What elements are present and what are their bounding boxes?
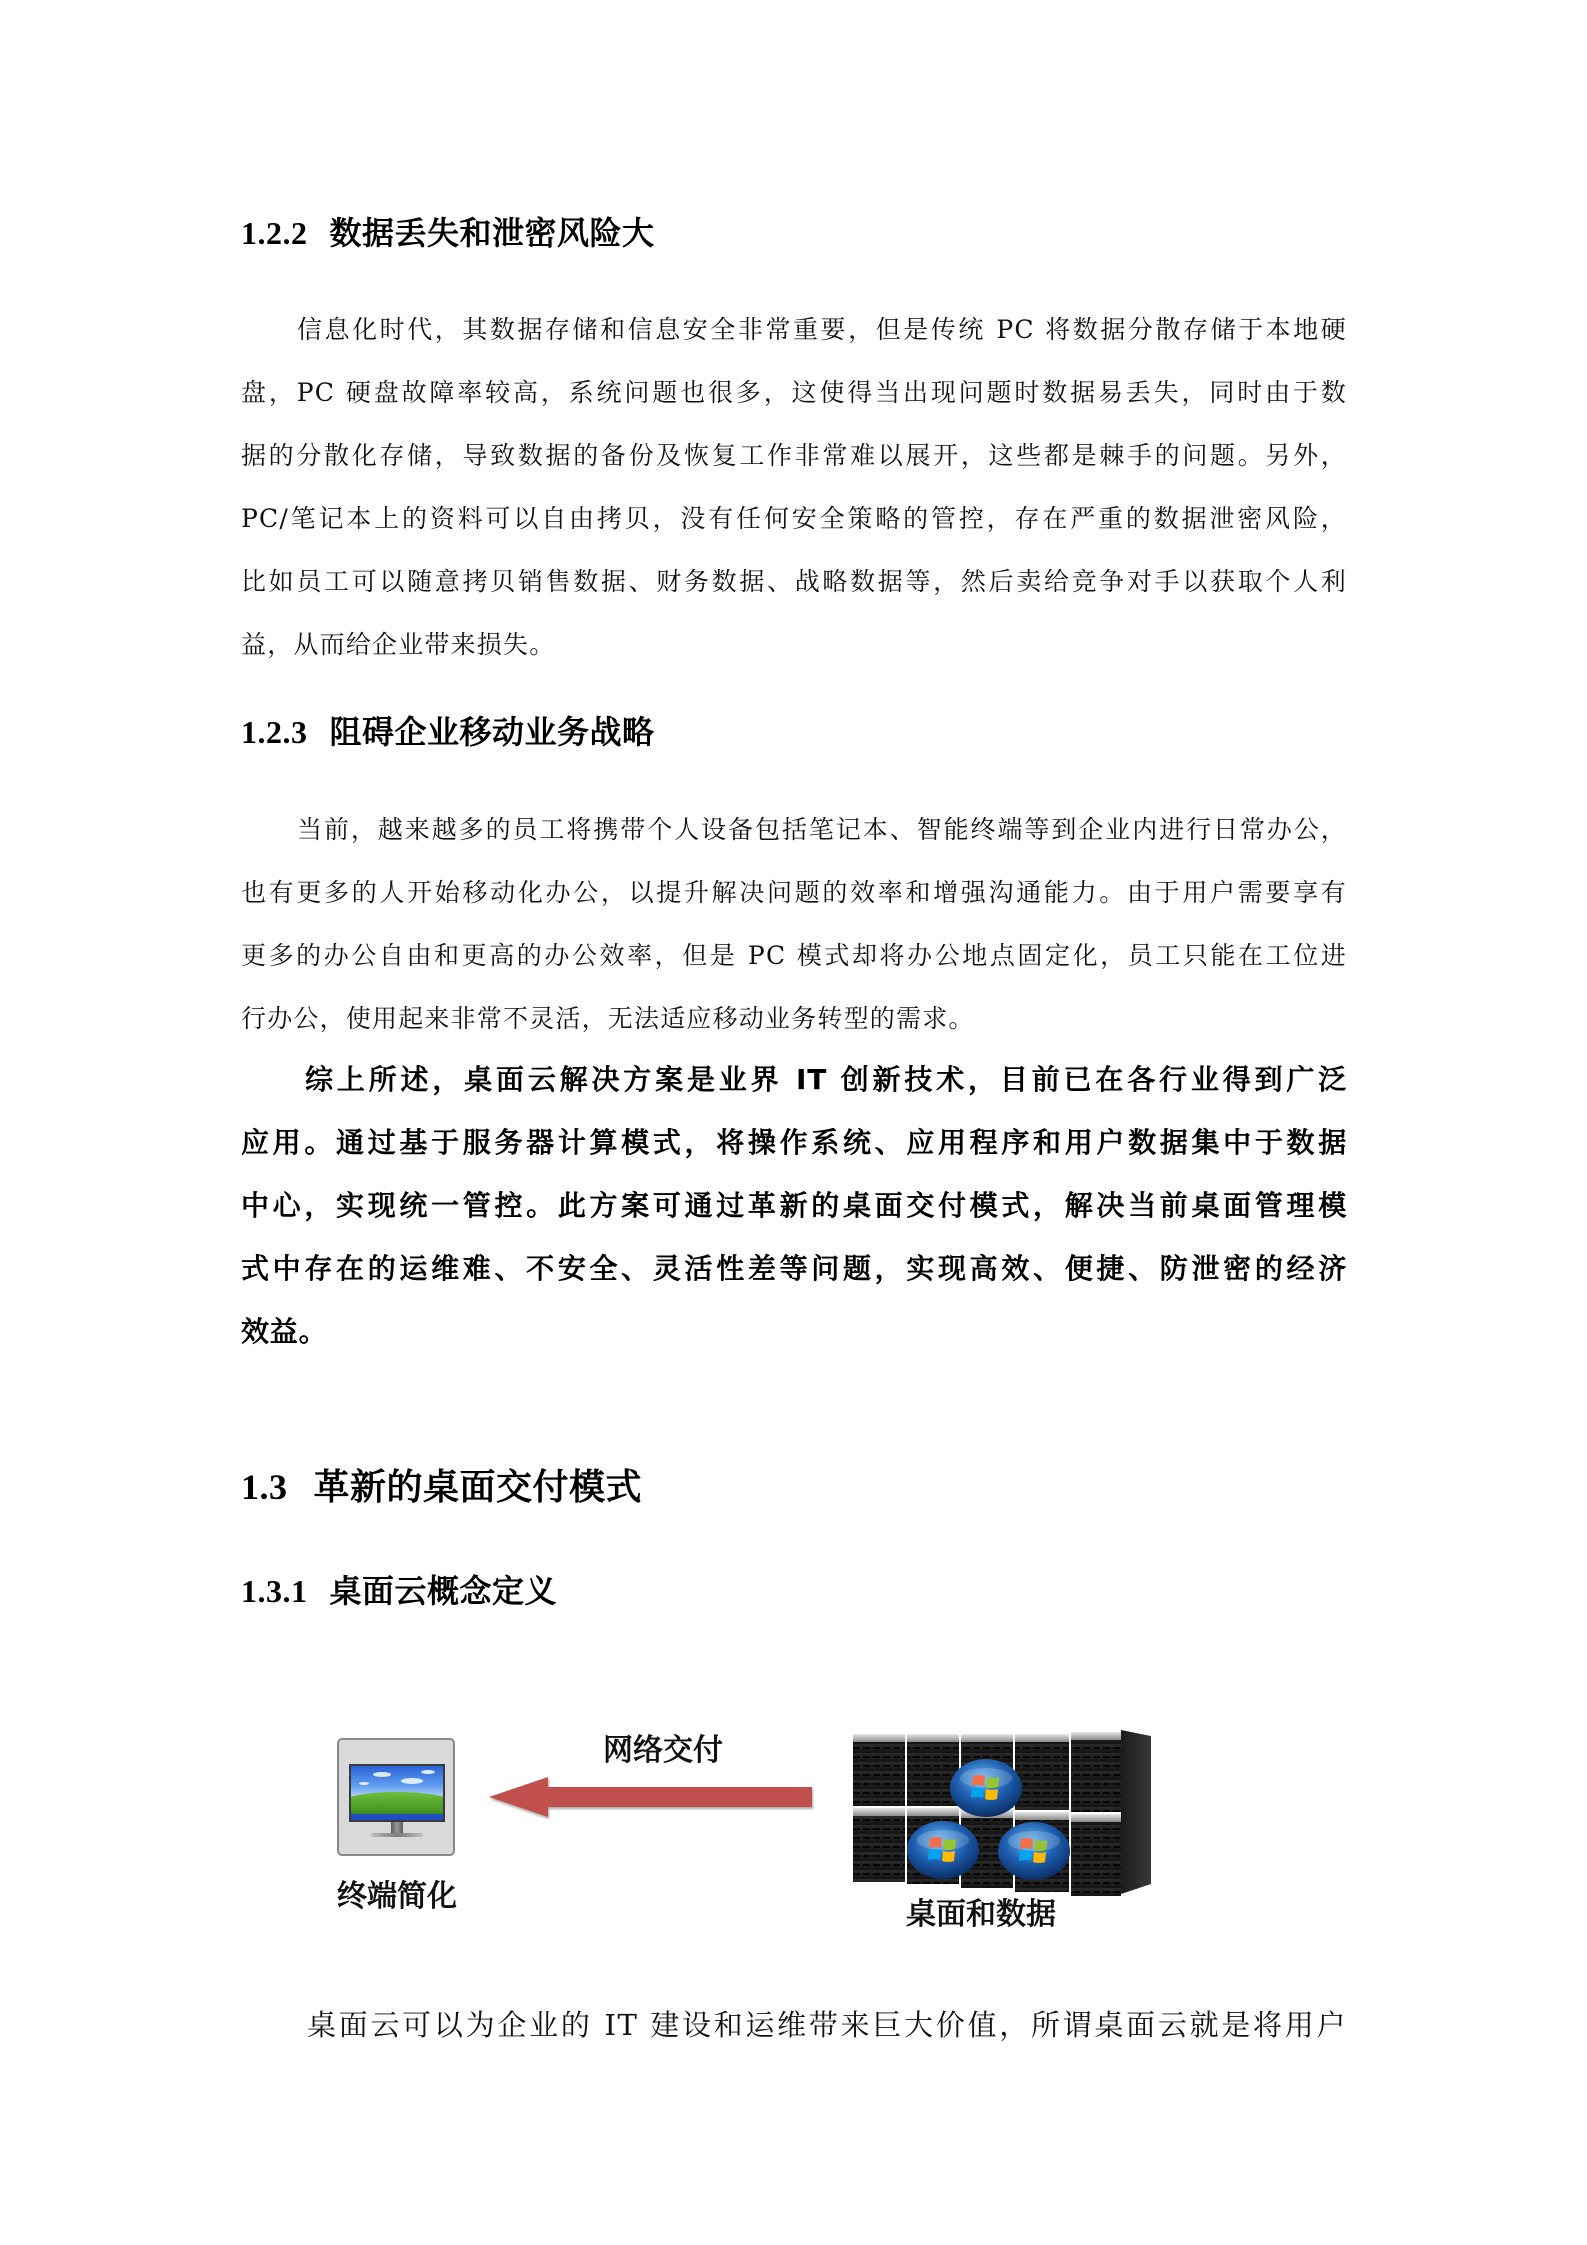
paragraph-summary — [241, 1048, 1347, 1363]
section-number: 1.3 — [241, 1467, 288, 1507]
server-rack-icon — [851, 1726, 1157, 1898]
paragraph-line: 当前，越来越多的员工将携带个人设备包括笔记本、智能终端等到企业内进行日常办公， — [297, 815, 1347, 844]
left-arrow-icon — [489, 1777, 814, 1819]
paragraph-line: 桌面云可以为企业的 IT 建设和运维带来巨大价值，所谓桌面云就是将用户 — [307, 2008, 1347, 2042]
monitor-base — [371, 1833, 423, 1837]
paragraph-line: 应用。通过基于服务器计算模式，将操作系统、应用程序和用户数据集中于数据 — [241, 1126, 1347, 1159]
monitor-screen — [349, 1764, 445, 1822]
section-title: 数据丢失和泄密风险大 — [329, 214, 655, 252]
paragraph-line: 更多的办公自由和更高的办公效率，但是 PC 模式却将办公地点固定化，员工只能在工位进 — [241, 941, 1347, 970]
paragraph-line: 据的分散化存储，导致数据的备份及恢复工作非常难以展开，这些都是棘手的问题。另外， — [241, 441, 1347, 470]
section-heading-1-3 — [241, 1465, 642, 1510]
monitor-icon — [337, 1738, 455, 1856]
paragraph-line: 也有更多的人开始移动化办公，以提升解决问题的效率和增强沟通能力。由于用户需要享有 — [241, 878, 1347, 907]
datacenter-label: 桌面和数据 — [906, 1897, 1056, 1932]
section-title: 阻碍企业移动业务战略 — [329, 713, 655, 751]
paragraph-line: 效益。 — [241, 1315, 328, 1348]
paragraph-line: 式中存在的运维难、不安全、灵活性差等问题，实现高效、便捷、防泄密的经济 — [241, 1252, 1347, 1285]
arrow-label: 网络交付 — [603, 1733, 723, 1768]
section-number: 1.2.3 — [241, 714, 308, 750]
terminal-label: 终端简化 — [337, 1879, 457, 1914]
paragraph-desktop-cloud-definition — [241, 1994, 1347, 2057]
paragraph-line: 行办公，使用起来非常不灵活，无法适应移动业务转型的需求。 — [241, 1004, 975, 1033]
windows-orb-icon — [950, 1759, 1022, 1817]
paragraph-line: 信息化时代，其数据存储和信息安全非常重要，但是传统 PC 将数据分散存储于本地硬 — [297, 315, 1347, 344]
paragraph-data-loss — [241, 298, 1347, 676]
section-heading-1-3-1 — [241, 1571, 557, 1611]
paragraph-line: 比如员工可以随意拷贝销售数据、财务数据、战略数据等，然后卖给竞争对手以获取个人利 — [241, 567, 1347, 596]
paragraph-line: 中心，实现统一管控。此方案可通过革新的桌面交付模式，解决当前桌面管理模 — [241, 1189, 1347, 1222]
section-number: 1.3.1 — [241, 1573, 308, 1609]
paragraph-line: 盘，PC 硬盘故障率较高，系统问题也很多，这使得当出现问题时数据易丢失，同时由于数 — [241, 378, 1347, 407]
windows-orb-icon — [998, 1822, 1070, 1880]
section-number: 1.2.2 — [241, 215, 308, 251]
paragraph-mobile-strategy — [241, 798, 1347, 1050]
paragraph-line: 益，从而给企业带来损失。 — [241, 630, 556, 659]
section-heading-1-2-2 — [241, 213, 655, 253]
section-title: 革新的桌面交付模式 — [313, 1467, 643, 1508]
desktop-cloud-diagram — [320, 1700, 1200, 1960]
section-title: 桌面云概念定义 — [329, 1572, 558, 1610]
windows-orb-icon — [907, 1821, 979, 1879]
paragraph-line: 综上所述，桌面云解决方案是业界 IT 创新技术，目前已在各行业得到广泛 — [305, 1063, 1347, 1096]
section-heading-1-2-3 — [241, 712, 655, 752]
paragraph-line: PC/笔记本上的资料可以自由拷贝，没有任何安全策略的管控，存在严重的数据泄密风险， — [241, 504, 1347, 533]
